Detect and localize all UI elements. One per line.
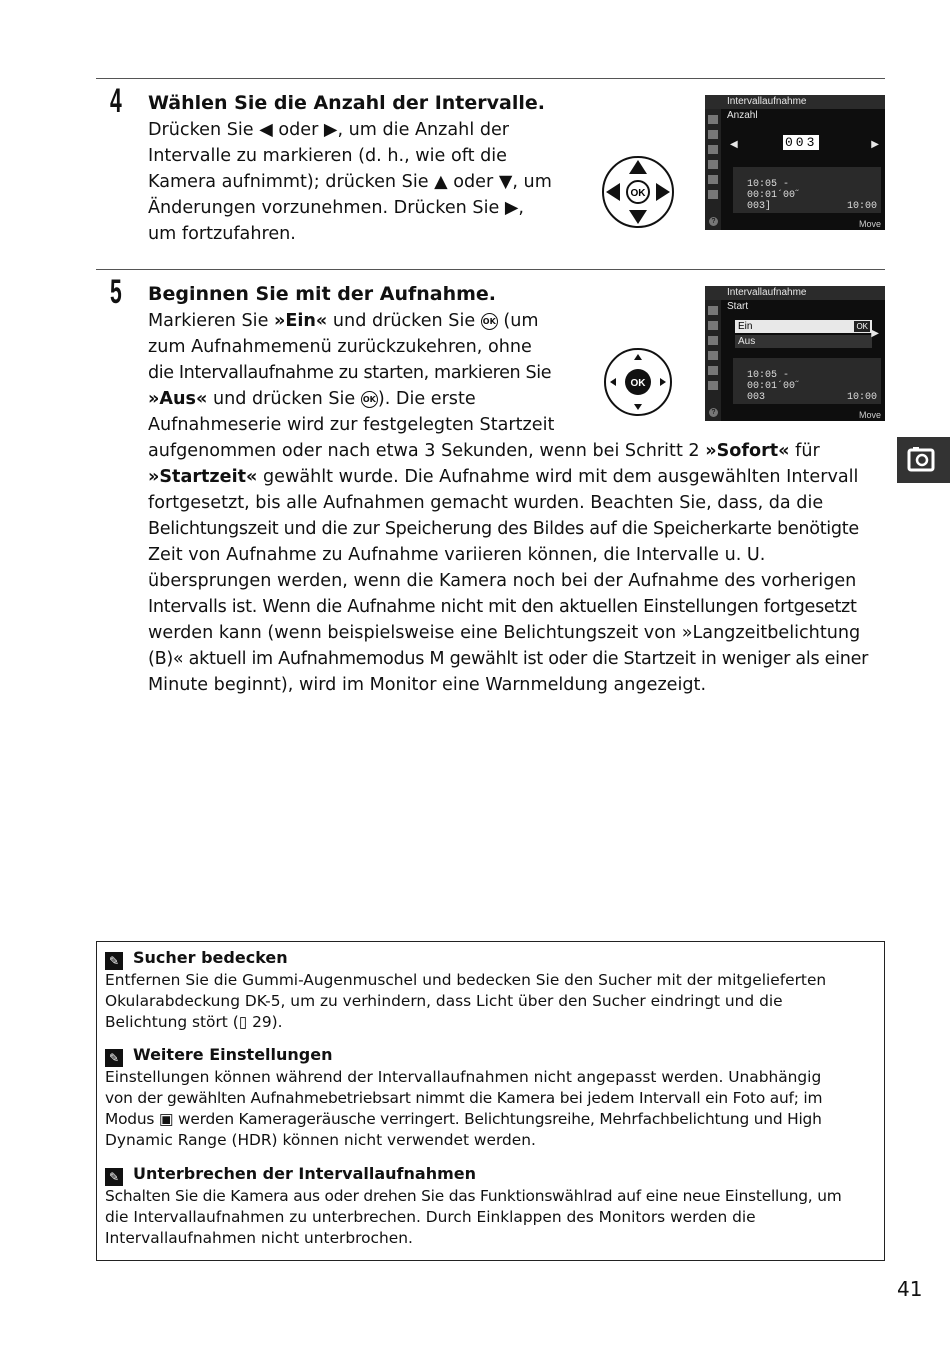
clock-value: 10:00	[846, 201, 877, 212]
note-2-line-2: von der gewählten Aufnahmebetriebsart nimmt die Kamera bei jedem Intervall ein Foto auf; im	[105, 1089, 823, 1107]
note-3-line-3: Intervallaufnahmen nicht unterbrochen.	[105, 1229, 413, 1247]
clock-value: 10:00	[846, 392, 877, 403]
move-hint: Move	[858, 410, 881, 420]
help-icon: ?	[709, 408, 718, 417]
interval-count-value: 003	[785, 135, 818, 150]
step-5-line-8: fortgesetzt, bis alle Aufnahmen gemacht wurden. Beachten Sie, dass, da die	[148, 493, 824, 513]
step-5-line-2: zum Aufnahmemenü zurückzukehren, ohne	[148, 337, 532, 357]
note-2-title: ✎ Weitere Einstellungen	[105, 1045, 333, 1067]
step-5-line-1: Markieren Sie »Ein« und drücken Sie OK (um	[148, 311, 539, 331]
right-arrow-icon: ▶	[871, 139, 879, 150]
note-3-line-1: Schalten Sie die Kamera aus oder drehen Sie das Funktionswählrad auf eine neue Einstellung, um	[105, 1187, 842, 1205]
note-1-line-2: Okularabdeckung DK-5, um zu verhindern, dass Licht über den Sucher eindringt und die	[105, 992, 783, 1010]
option-aus: Aus	[735, 335, 872, 348]
step-5-line-12: Intervalls ist. Wenn die Aufnahme nicht mit den aktuellen Einstellungen fortgesetzt	[148, 597, 857, 617]
top-divider	[96, 78, 885, 79]
ok-button-icon: OK	[361, 391, 378, 408]
svg-text:OK: OK	[630, 378, 646, 389]
step-5-title: Beginnen Sie mit der Aufnahme.	[148, 283, 497, 305]
step-5-line-5: Aufnahmeserie wird zur festgelegten Startzeit	[148, 415, 555, 435]
svg-text:OK: OK	[630, 188, 646, 199]
step-5-line-4: »Aus« und drücken Sie OK ). Die erste	[148, 389, 476, 409]
notes-box	[96, 941, 885, 1261]
step-5-line-13: werden kann (wenn beispielsweise eine Belichtungszeit von »Langzeitbelichtung	[148, 623, 861, 643]
screen-subtitle: Anzahl	[727, 110, 758, 121]
note-1-title: ✎ Sucher bedecken	[105, 948, 288, 970]
ok-badge: OK	[856, 322, 868, 331]
note-2-line-3: Modus ▣ werden Kamerageräusche verringert. Belichtungsreihe, Mehrfachbelichtung und High	[105, 1110, 822, 1128]
note-2-line-1: Einstellungen können während der Intervallaufnahmen nicht angepasst werden. Unabhängig	[105, 1068, 822, 1086]
pencil-icon: ✎	[105, 1049, 123, 1067]
note-1-line-3: Belichtung stört (▯ 29).	[105, 1013, 283, 1031]
step-5-line-15: Minute beginnt), wird im Monitor eine Warnmeldung angezeigt.	[148, 675, 707, 695]
interval-time: 00:01´00˝	[747, 190, 802, 201]
step-4-line-2: Intervalle zu markieren (d. h., wie oft die	[148, 146, 507, 166]
step-4-number: 4	[110, 82, 122, 120]
camera-screen-start	[705, 286, 885, 421]
shot-count: 003	[747, 392, 766, 403]
step-4-line-1: Drücken Sie ◀ oder ▶, um die Anzahl der	[148, 120, 510, 140]
note-3-line-2: die Intervallaufnahmen zu unterbrechen. Durch Einklappen des Monitors werden die	[105, 1208, 756, 1226]
note-2-line-4: Dynamic Range (HDR) können nicht verwendet werden.	[105, 1131, 536, 1149]
interval-info-panel	[733, 167, 881, 213]
multi-selector-ok-icon	[602, 346, 674, 418]
left-arrow-icon: ◀	[730, 139, 738, 150]
step-4-line-5: um fortzufahren.	[148, 224, 296, 244]
option-ein: Ein OK	[735, 320, 872, 333]
note-3-title: ✎ Unterbrechen der Intervallaufnahmen	[105, 1164, 476, 1186]
pencil-icon: ✎	[105, 952, 123, 970]
screen-menu-tabs	[705, 109, 721, 230]
step-5-line-6: aufgenommen oder nach etwa 3 Sekunden, wenn bei Schritt 2 »Sofort« für	[148, 441, 820, 461]
pencil-icon: ✎	[105, 1168, 123, 1186]
start-time: 10:05 -	[747, 179, 790, 190]
step-5-line-11: übersprungen werden, wenn die Kamera noch bei der Aufnahme des vorherigen	[148, 571, 857, 591]
screen-header: Intervallaufnahme	[705, 286, 885, 300]
ok-button-icon: OK	[481, 313, 498, 330]
step-5-line-7: »Startzeit« gewählt wurde. Die Aufnahme wird mit dem ausgewählten Intervall	[148, 467, 859, 487]
shot-count: 003]	[747, 201, 772, 212]
page-number: 41	[897, 1277, 923, 1301]
step-4-title: Wählen Sie die Anzahl der Intervalle.	[148, 92, 545, 114]
right-arrow-icon: ▶	[871, 328, 879, 339]
screen-subtitle: Start	[727, 301, 749, 312]
step-5-number: 5	[110, 273, 122, 311]
note-1-line-1: Entfernen Sie die Gummi-Augenmuschel und bedecken Sie den Sucher mit der mitgelieferten	[105, 971, 827, 989]
step-5-line-10: Zeit von Aufnahme zu Aufnahme variieren können, die Intervalle u. U.	[148, 545, 766, 565]
step-4-line-4: Änderungen vorzunehmen. Drücken Sie ▶,	[148, 198, 524, 218]
shooting-menu-tab	[897, 437, 950, 483]
help-icon: ?	[709, 217, 718, 226]
step-5-line-14: (B)« aktuell im Aufnahmemodus M gewählt ist oder die Startzeit in weniger als einer	[148, 649, 869, 669]
step-5-divider	[96, 269, 885, 270]
screen-header: Intervallaufnahme	[705, 95, 885, 109]
camera-icon	[897, 437, 950, 483]
interval-info-panel	[733, 358, 881, 404]
step-5-line-9: Belichtungszeit und die zur Speicherung des Bildes auf die Speicherkarte benötigte	[148, 519, 859, 539]
interval-time: 00:01´00˝	[747, 381, 802, 392]
multi-selector-icon	[600, 154, 676, 230]
step-5-line-3: die Intervallaufnahme zu starten, markieren Sie	[148, 363, 552, 383]
step-4-line-3: Kamera aufnimmt); drücken Sie ▲ oder ▼, um	[148, 172, 552, 192]
start-time: 10:05 -	[747, 370, 790, 381]
screen-menu-tabs	[705, 300, 721, 421]
move-hint: Move	[858, 219, 881, 229]
camera-screen-intervals	[705, 95, 885, 230]
